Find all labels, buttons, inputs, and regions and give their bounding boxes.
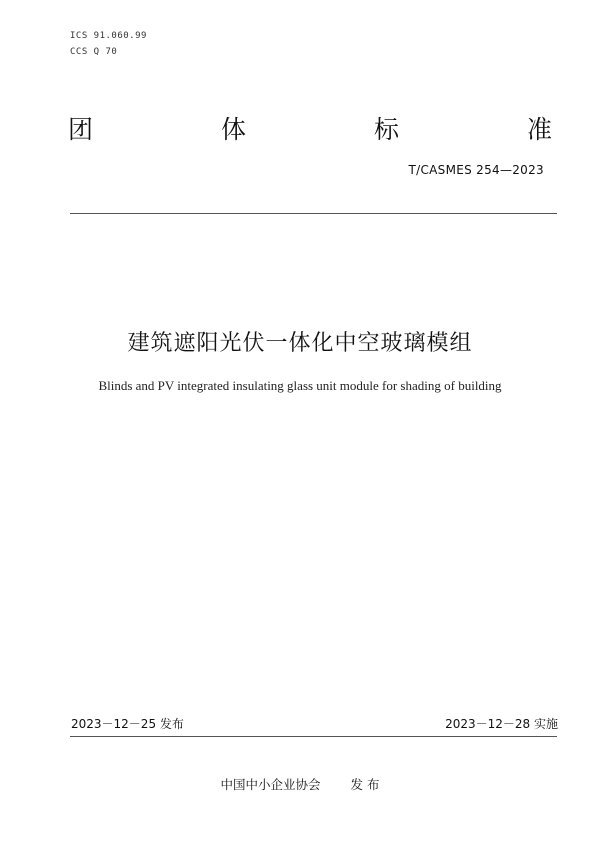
classification-codes [70,28,147,60]
bottom-divider [70,736,557,737]
document-type-char-4: 准 [526,115,552,144]
document-type-char-1: 团 [68,115,94,144]
top-divider [70,213,557,214]
publisher-name: 中国中小企业协会 [220,777,321,792]
document-type-char-2: 体 [220,115,246,144]
publisher-action: 发 布 [350,777,380,792]
document-type-heading [68,112,552,148]
ccs-code: CCS Q 70 [70,47,118,57]
standard-number: T/CASMES 254—2023 [408,163,544,177]
publisher-line [0,775,600,793]
implementation-date: 2023－12－28 实施 [445,717,558,731]
ics-code: ICS 91.060.99 [70,31,147,41]
issue-date: 2023－12－25 发布 [71,717,184,731]
document-type-char-3: 标 [373,115,399,144]
title-chinese: 建筑遮阳光伏一体化中空玻璃模组 [127,331,473,356]
title-english: Blinds and PV integrated insulating glass unit module for shading of building [98,378,502,393]
